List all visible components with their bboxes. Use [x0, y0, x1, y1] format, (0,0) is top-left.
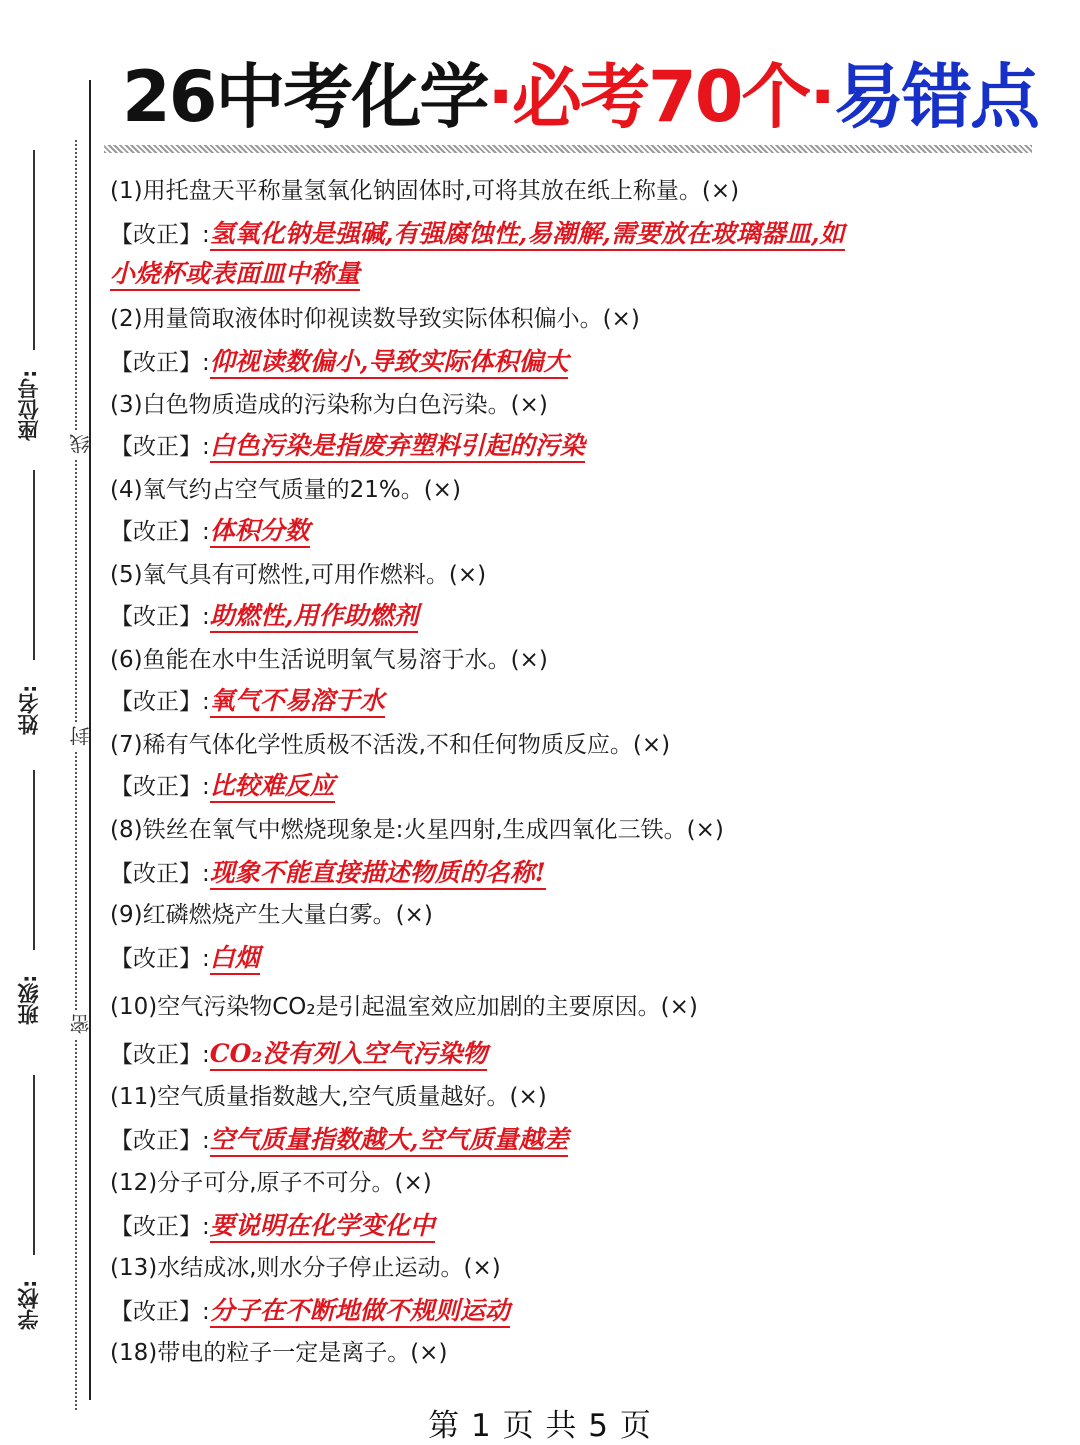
page-title: [100, 52, 1060, 142]
correction-text: 氧气不易溶于水: [210, 686, 385, 718]
correction-label: 【改正】:: [110, 774, 210, 800]
correction-label: 【改正】:: [110, 434, 210, 460]
correction-12: [110, 1206, 435, 1242]
seat-number-label: 座位号:: [17, 369, 41, 441]
title-part-3: 易错点: [834, 56, 1039, 138]
correction-text: 助燃性,用作助燃剂: [210, 601, 419, 633]
question-6: (6)鱼能在水中生活说明氧气易溶于水。(×): [110, 647, 548, 673]
correction-5: [110, 596, 418, 632]
seal-seal-char: 封: [66, 722, 90, 750]
correction-label: 【改正】:: [110, 350, 210, 376]
correction-text: 现象不能直接描述物质的名称!: [210, 858, 546, 890]
question-18: (18)带电的粒子一定是离子。(×): [110, 1340, 448, 1366]
correction-13: [110, 1291, 510, 1327]
correction-label: 【改正】:: [110, 689, 210, 715]
question-11: (11)空气质量指数越大,空气质量越好。(×): [110, 1084, 547, 1110]
correction-text: 分子在不断地做不规则运动: [210, 1296, 510, 1328]
question-2: (2)用量筒取液体时仰视读数导致实际体积偏小。(×): [110, 306, 640, 332]
correction-text: 氢氧化钠是强碱,有强腐蚀性,易潮解,需要放在玻璃器皿,如: [210, 219, 845, 251]
class-field: [14, 770, 54, 1070]
correction-text: 体积分数: [210, 516, 310, 548]
seat-number-blank: [33, 150, 35, 350]
title-part-1: 26中考化学: [121, 56, 488, 138]
seal-dense-char: 密: [66, 1010, 90, 1038]
title-dot-1: ·: [487, 56, 512, 138]
question-8: (8)铁丝在氧气中燃烧现象是:火星四射,生成四氧化三铁。(×): [110, 817, 724, 843]
question-12: (12)分子可分,原子不可分。(×): [110, 1170, 432, 1196]
correction-9: [110, 938, 260, 974]
title-divider: [104, 145, 1032, 153]
question-13: (13)水结成冰,则水分子停止运动。(×): [110, 1255, 501, 1281]
correction-text: 白色污染是指废弃塑料引起的污染: [210, 431, 585, 463]
question-5: (5)氧气具有可燃性,可用作燃料。(×): [110, 562, 487, 588]
correction-2: [110, 342, 568, 378]
correction-8: [110, 853, 546, 889]
correction-3: [110, 426, 585, 462]
correction-label: 【改正】:: [110, 604, 210, 630]
correction-4: [110, 511, 310, 547]
correction-6: [110, 681, 385, 717]
correction-1-cont: [110, 254, 360, 290]
class-label: 班级:: [17, 974, 41, 1026]
binding-dashed-line: [75, 140, 77, 1410]
correction-text: 仰视读数偏小,导致实际体积偏大: [210, 347, 569, 379]
question-4: (4)氧气约占空气质量的21%。(×): [110, 477, 461, 503]
title-dot-2: ·: [809, 56, 835, 138]
name-label: 姓名:: [17, 684, 41, 736]
correction-label: 【改正】:: [110, 519, 210, 545]
correction-text: 白烟: [210, 943, 260, 975]
correction-label: 【改正】:: [110, 946, 210, 972]
correction-text: 小烧杯或表面皿中称量: [110, 259, 360, 291]
correction-11: [110, 1120, 568, 1156]
class-blank: [33, 770, 35, 950]
correction-label: 【改正】:: [110, 1299, 210, 1325]
question-10: (10)空气污染物CO₂是引起温室效应加剧的主要原因。(×): [110, 994, 698, 1020]
correction-label: 【改正】:: [110, 1214, 210, 1240]
correction-7: [110, 766, 335, 802]
title-part-2: 必考70个: [512, 56, 810, 138]
correction-text: CO₂没有列入空气污染物: [210, 1039, 488, 1071]
correction-text: 比较难反应: [210, 771, 335, 803]
page-footer: 第 1 页 共 5 页: [428, 1408, 652, 1444]
question-1: (1)用托盘天平称量氢氧化钠固体时,可将其放在纸上称量。(×): [110, 178, 740, 204]
margin-rule: [89, 80, 91, 1400]
correction-label: 【改正】:: [110, 1128, 210, 1154]
correction-10: [110, 1034, 487, 1070]
seal-line-char: 线: [66, 430, 90, 458]
name-blank: [33, 470, 35, 660]
correction-1: [110, 214, 845, 250]
name-field: [14, 470, 54, 770]
school-blank: [33, 1075, 35, 1255]
binding-margin: [0, 130, 100, 1410]
question-9: (9)红磷燃烧产生大量白雾。(×): [110, 902, 433, 928]
correction-text: 要说明在化学变化中: [210, 1211, 435, 1243]
question-3: (3)白色物质造成的污染称为白色污染。(×): [110, 392, 548, 418]
school-field: [14, 1075, 54, 1335]
question-7: (7)稀有气体化学性质极不活泼,不和任何物质反应。(×): [110, 732, 671, 758]
correction-label: 【改正】:: [110, 861, 210, 887]
school-label: 学校:: [17, 1279, 41, 1331]
correction-label: 【改正】:: [110, 1042, 210, 1068]
correction-label: 【改正】:: [110, 222, 210, 248]
correction-text: 空气质量指数越大,空气质量越差: [210, 1125, 569, 1157]
